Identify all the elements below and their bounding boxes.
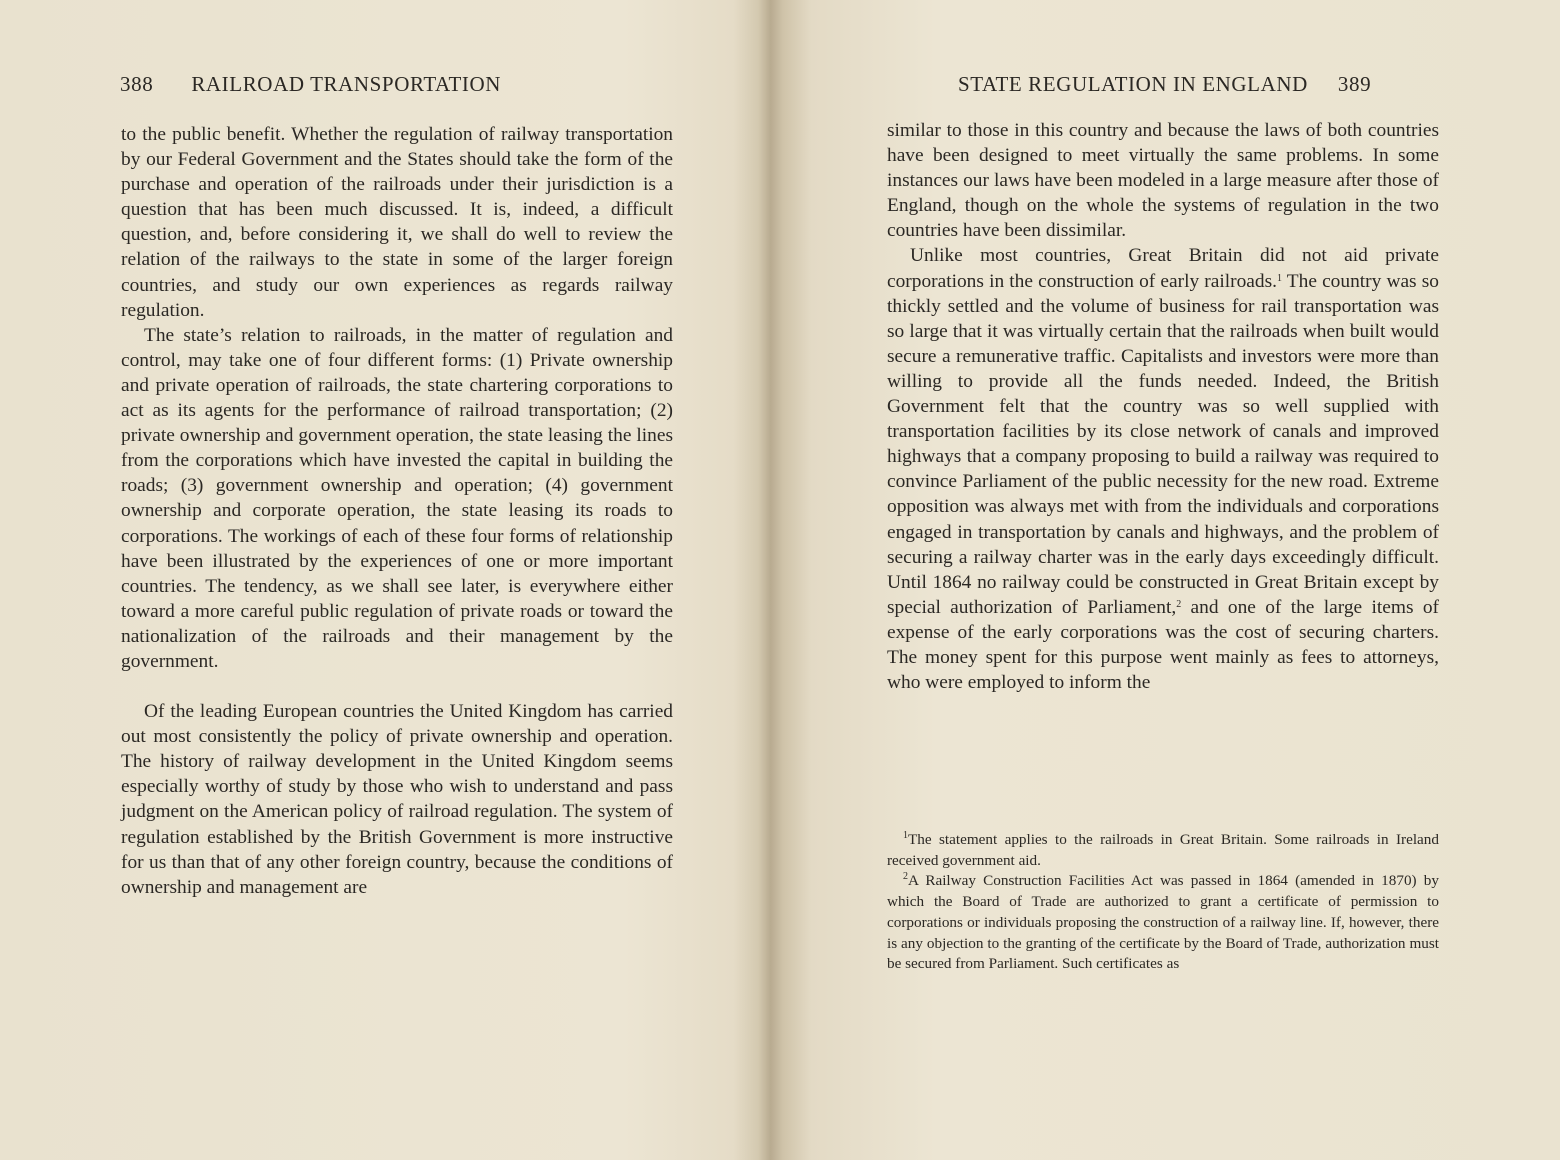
footnote-2-mark: 2 [903,871,908,883]
left-page-number: 388 [120,72,154,96]
left-text-block [121,122,673,900]
left-paragraph-3: Of the leading European countries the United Kingdom has carried out most consistently the policy of private ownership and operation. The history of railway development in the United Kingdom seems especially worthy of study by those who wish to understand and pass judgment on the American policy of railroad regulation. The system of regulation established by the British Government is more instructive for us than that of any other foreign country, because the conditions of ownership and management are [121,701,673,898]
right-running-title: STATE REGULATION IN ENGLAND [958,72,1308,96]
right-page [782,0,1560,1160]
footnote-1-mark: 1 [903,830,908,841]
right-page-number: 389 [1337,72,1372,96]
paragraph-2-text-b: The country was so thickly settled and the volume of business for rail transportation was so large that it was virtually certain that the railroads when built would secure a remunerative traffic. Capitalists and investors were more than willing to provide all the funds needed. Indeed, the British Government felt that the country was so well supplied with transportation facilities by its close network of canals and improved highways that a company proposing to build a railway was required to convince Parliament of the public necessity for the new road. Extreme opposition was always met with from the individuals and corporations engaged in transportation by canals and highways, and the problem of securing a railway charter was in the early days exceedingly difficult. Until 1864 no railway could be constructed in Great Britain except by special authorization of Parliament, [887,270,1439,618]
footnotes [887,830,1439,975]
left-paragraph-1: to the public benefit. Whether the regulation of railway transportation by our Federal Government and the States should take the form of the purchase and operation of the railroads under their jurisdiction is a question that has been much discussed. It is, indeed, a difficult question, and, before considering it, we shall do well to review the relation of the railways to the state in some of the larger foreign countries, and study our own experiences as regards railway regulation. [121,124,673,321]
left-running-head [120,72,501,97]
left-running-title: RAILROAD TRANSPORTATION [191,72,502,96]
footnote-ref-2: 2 [1176,598,1182,610]
right-running-head [958,72,1371,97]
right-paragraph-2 [887,243,1439,695]
left-page [0,0,770,1160]
paragraph-2-text-a: Unlike most countries, Great Britain did not aid private corporations in the construction of early railroads. [887,245,1439,292]
footnote-2 [887,871,1439,975]
paragraph-2-text-c: and one of the large items of expense of the early corporations was the cost of securing charters. The money spent for this purpose went mainly as fees to attorneys, who were employed to inform the [887,596,1439,694]
footnote-2-text: A Railway Construction Facilities Act was passed in 1864 (amended in 1870) by which the Board of Trade are authorized to grant a certificate of permission to corporations or individuals proposing the construction of a railway line. If, however, there is any objection to the granting of the certificate by the Board of Trade, authorization must be secured from Parliament. Such certificates as [887,872,1439,973]
footnote-1-text: The statement applies to the railroads in Great Britain. Some railroads in Ireland received government aid. [887,831,1439,869]
right-paragraph-1: similar to those in this country and because the laws of both countries have been designed to meet virtually the same problems. In some instances our laws have been modeled in a large measure after those of England, though on the whole the systems of regulation in the two countries have been dissimilar. [887,120,1439,242]
right-text-block [887,118,1439,695]
footnote-ref-1: 1 [1277,272,1282,284]
left-paragraph-2: The state’s relation to railroads, in the matter of regulation and control, may take one of four different forms: (1) Private ownership and private operation of railroads, the state chartering corporations to act as its agents for the performance of railroad transportation; (2) private ownership and government operation, the state leasing the lines from the corporations which have invested the capital in building the roads; (3) government ownership and operation; (4) government ownership and corporate operation, the state leasing its roads to corporations. The workings of each of these four forms of relationship have been illustrated by the experiences of one or more important countries. The tendency, as we shall see later, is everywhere either toward a more careful public regulation of private roads or toward the nationalization of the railroads and their management by the government. [121,324,673,672]
footnote-1 [887,830,1439,871]
